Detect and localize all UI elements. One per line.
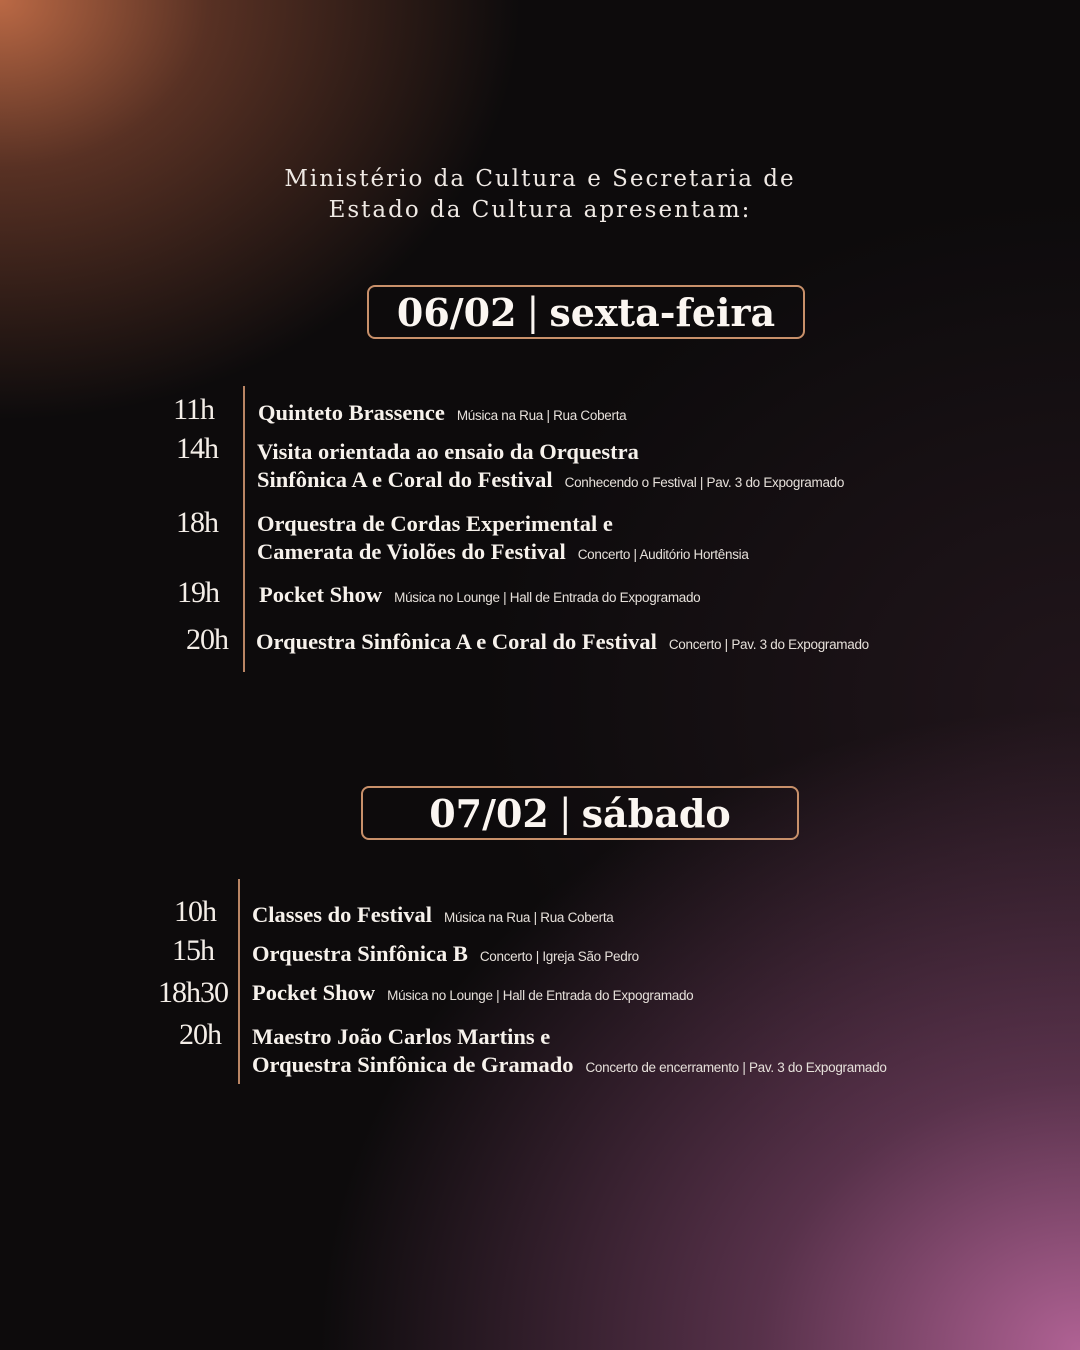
day2-event-3-title: Pocket Show bbox=[252, 980, 376, 1005]
intro-line-1: Ministério da Cultura e Secretaria de bbox=[284, 166, 796, 192]
day2-timeline-line bbox=[238, 879, 240, 1084]
day2-event-2-time: 15h bbox=[172, 934, 214, 967]
intro-line-2: Estado da Cultura apresentam: bbox=[328, 197, 752, 223]
day2-separator: | bbox=[558, 791, 572, 835]
day2-event-1 bbox=[252, 901, 614, 932]
day1-event-4-detail: Música no Lounge | Hall de Entrada do Expogramado bbox=[394, 590, 701, 605]
day1-event-4-title: Pocket Show bbox=[259, 582, 383, 607]
day2-date-box bbox=[361, 786, 799, 840]
day1-event-2-time: 14h bbox=[176, 432, 218, 465]
day1-date-box bbox=[367, 285, 805, 339]
day1-event-2-title: Visita orientada ao ensaio da Orquestra bbox=[257, 439, 639, 464]
intro-text bbox=[0, 164, 1080, 226]
day2-event-2-detail: Concerto | Igreja São Pedro bbox=[479, 949, 639, 964]
day2-event-1-title: Classes do Festival bbox=[252, 902, 432, 927]
day1-event-5-detail: Concerto | Pav. 3 do Expogramado bbox=[668, 637, 869, 652]
day2-weekday: sábado bbox=[581, 790, 731, 836]
day1-date: 06/02 bbox=[396, 289, 517, 335]
day1-event-5-time: 20h bbox=[186, 623, 228, 656]
day1-event-1-time: 11h bbox=[173, 393, 214, 426]
day1-event-4 bbox=[259, 581, 700, 612]
day1-weekday: sexta-feira bbox=[549, 289, 776, 335]
day1-event-1-detail: Música na Rua | Rua Coberta bbox=[456, 408, 627, 423]
day1-event-2 bbox=[257, 438, 844, 497]
day1-event-1 bbox=[258, 399, 626, 430]
day2-event-3-detail: Música no Lounge | Hall de Entrada do Expogramado bbox=[387, 988, 694, 1003]
day1-event-3-time: 18h bbox=[176, 506, 218, 539]
day2-event-1-time: 10h bbox=[174, 895, 216, 928]
day1-separator: | bbox=[526, 290, 540, 334]
day1-event-4-time: 19h bbox=[177, 576, 219, 609]
day2-event-4-title-line-2: Orquestra Sinfônica de Gramado bbox=[252, 1052, 574, 1077]
day2-event-2-title: Orquestra Sinfônica B bbox=[252, 941, 468, 966]
day2-event-4-detail: Concerto de encerramento | Pav. 3 do Expogramado bbox=[585, 1060, 887, 1075]
day1-event-3-detail: Concerto | Auditório Hortênsia bbox=[577, 547, 749, 562]
day1-event-3-title: Orquestra de Cordas Experimental e bbox=[257, 511, 613, 536]
day2-event-3 bbox=[252, 979, 693, 1010]
day1-event-3 bbox=[257, 510, 749, 569]
day1-event-3-title-line-2: Camerata de Violões do Festival bbox=[257, 539, 566, 564]
day2-event-1-detail: Música na Rua | Rua Coberta bbox=[444, 910, 614, 925]
day2-event-4 bbox=[252, 1023, 887, 1082]
day1-event-2-detail: Conhecendo o Festival | Pav. 3 do Expogramado bbox=[564, 475, 845, 490]
day2-event-4-title: Maestro João Carlos Martins e bbox=[252, 1024, 551, 1049]
day1-event-2-title-line-2: Sinfônica A e Coral do Festival bbox=[257, 467, 553, 492]
day2-date: 07/02 bbox=[429, 790, 549, 836]
day2-event-3-time: 18h30 bbox=[158, 976, 228, 1009]
day1-event-5-title: Orquestra Sinfônica A e Coral do Festival bbox=[256, 629, 657, 654]
day1-event-1-title: Quinteto Brassence bbox=[258, 400, 445, 425]
day1-event-5 bbox=[256, 628, 869, 659]
day2-event-4-time: 20h bbox=[179, 1018, 221, 1051]
day1-timeline-line bbox=[243, 386, 245, 672]
day2-event-2 bbox=[252, 940, 639, 971]
